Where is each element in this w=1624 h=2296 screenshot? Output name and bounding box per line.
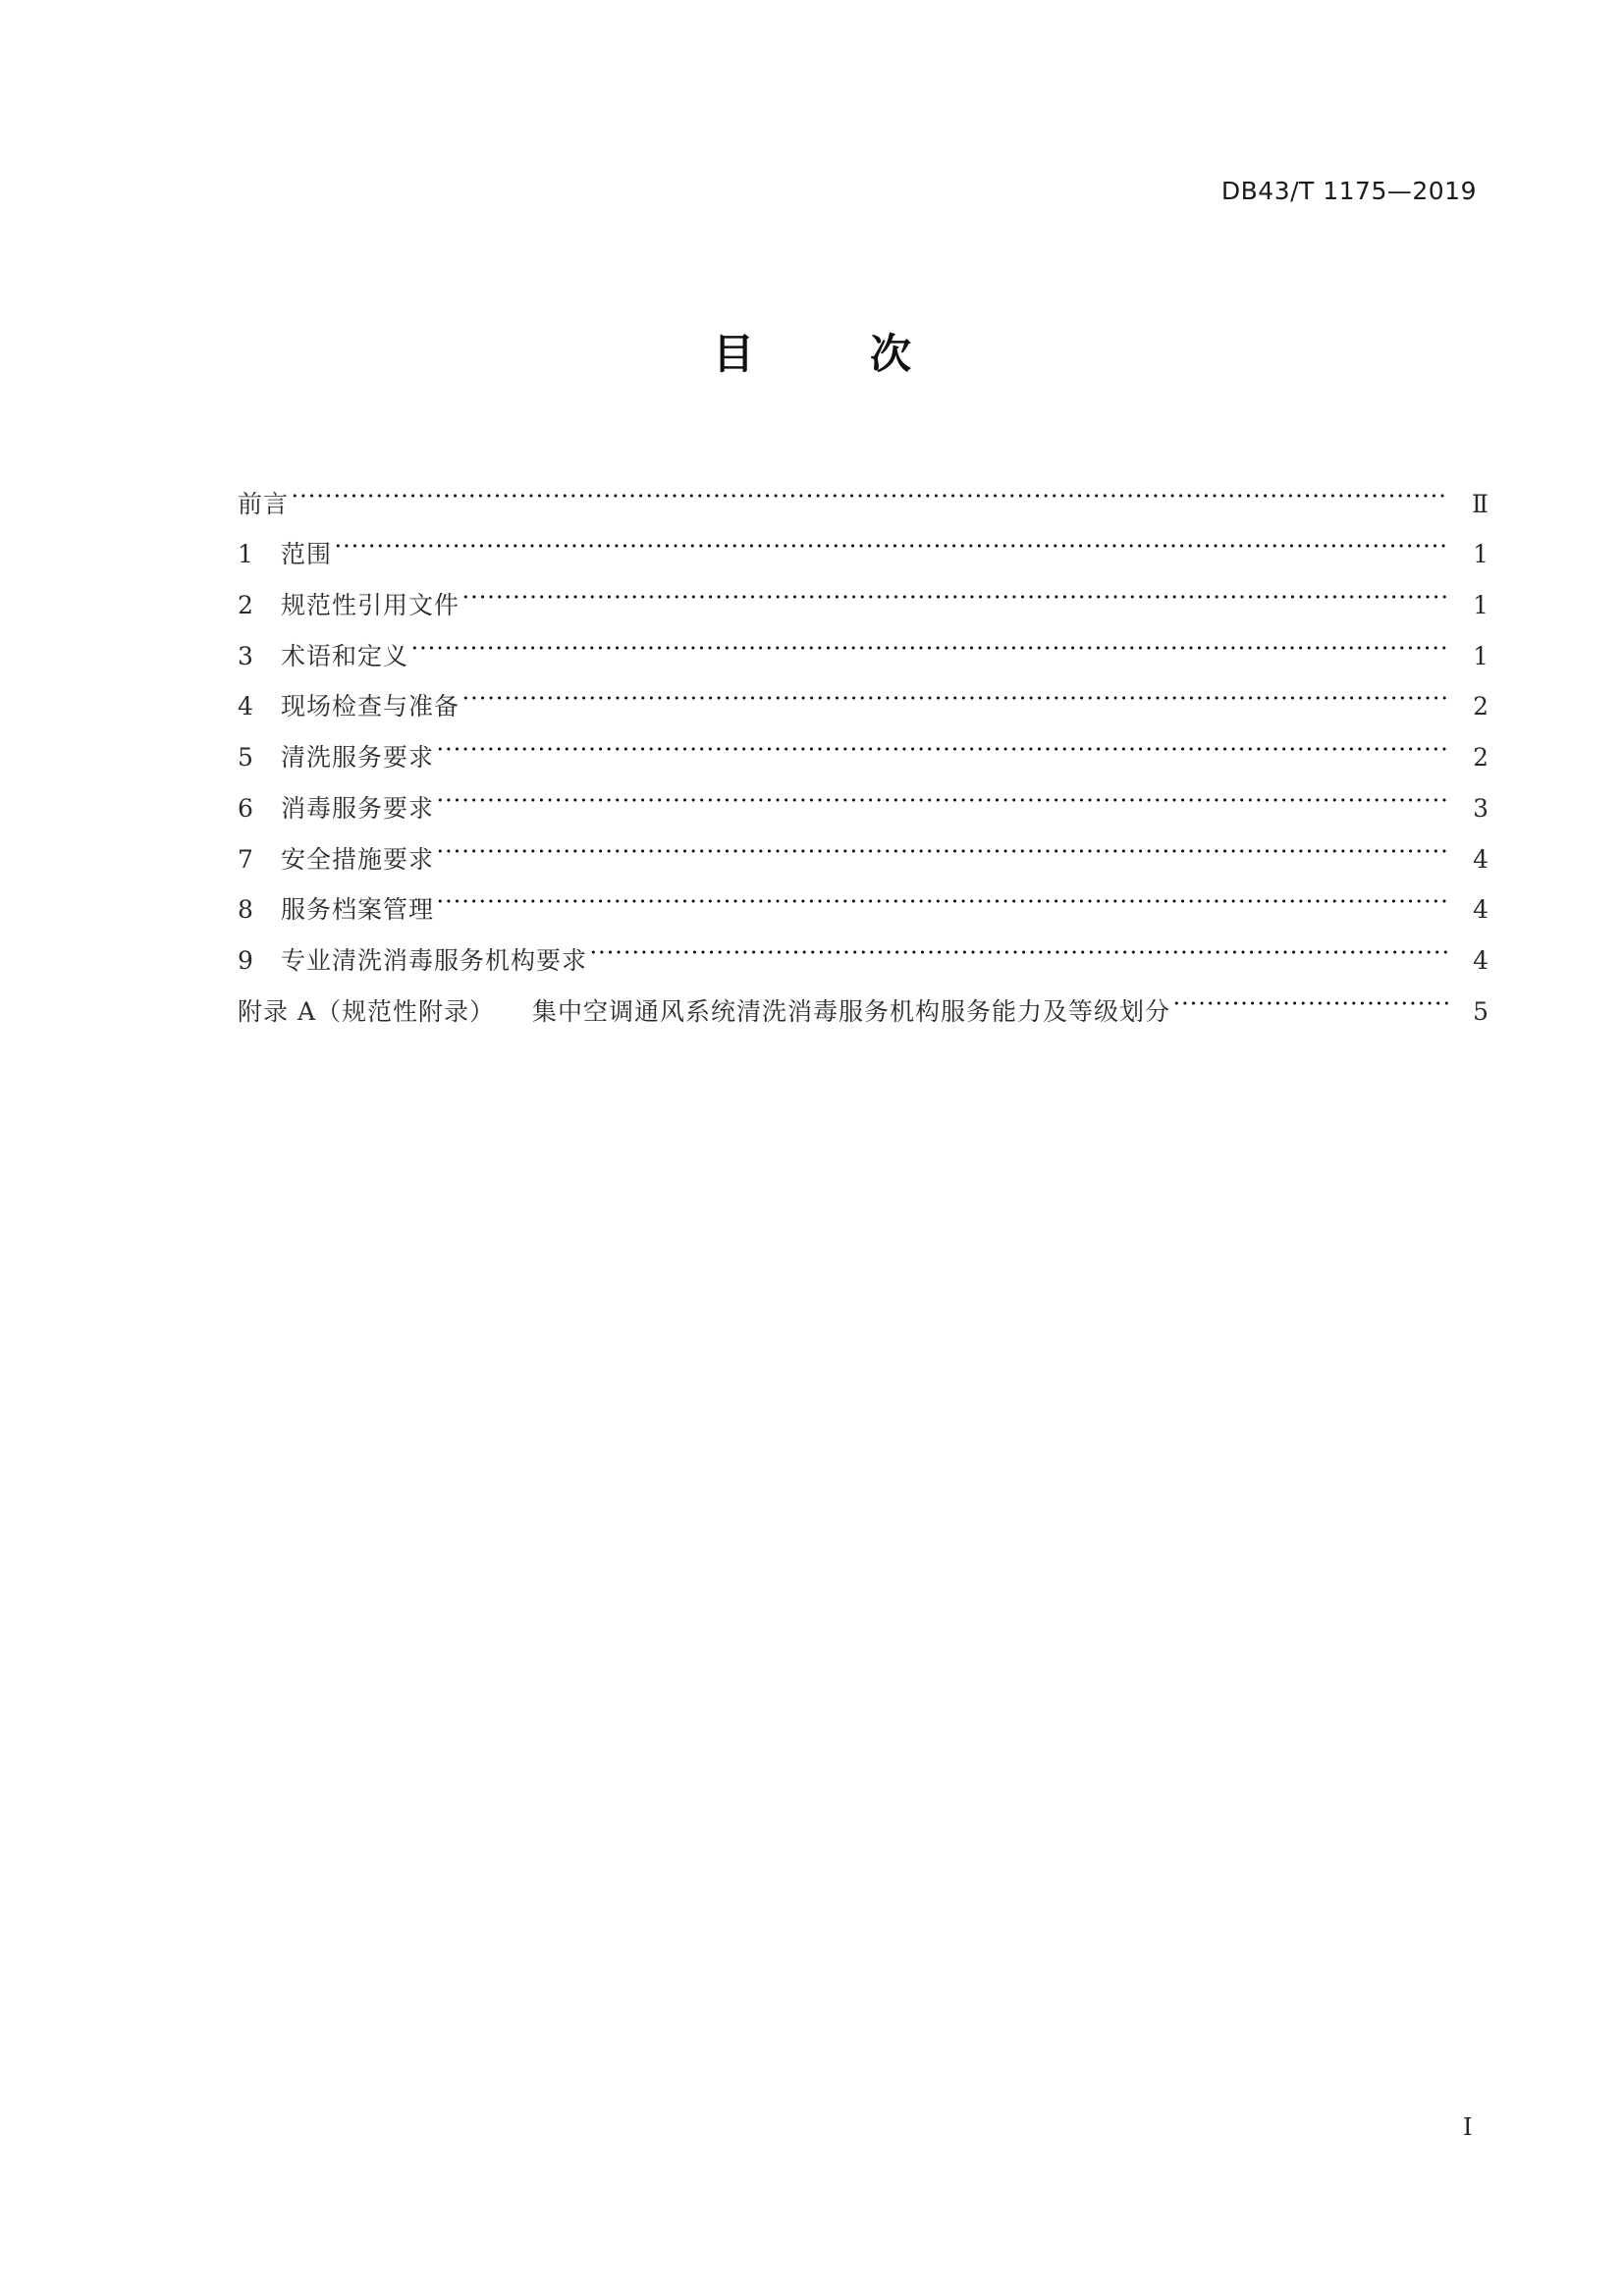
toc-entry-page: 2 bbox=[1473, 692, 1489, 721]
dot-leader bbox=[410, 614, 1449, 665]
toc-entry-number: 9 bbox=[238, 945, 253, 975]
toc-entry-page: 4 bbox=[1473, 895, 1489, 925]
toc-entry-2[interactable] bbox=[238, 562, 1489, 620]
toc-entry-label: 清洗服务要求 bbox=[281, 743, 435, 773]
toc-entry-label: 服务档案管理 bbox=[281, 895, 435, 925]
dot-leader bbox=[1172, 969, 1449, 1020]
title-char-2: 次 bbox=[870, 330, 912, 378]
toc-entry-number: 6 bbox=[238, 793, 253, 823]
dot-leader bbox=[589, 918, 1449, 969]
toc-entry-label: 专业清洗消毒服务机构要求 bbox=[281, 945, 588, 975]
table-of-contents bbox=[238, 461, 1489, 1026]
toc-entry-label: 规范性引用文件 bbox=[281, 591, 460, 620]
toc-entry-number: 3 bbox=[238, 641, 253, 670]
toc-entry-number: 2 bbox=[238, 591, 253, 620]
dot-leader bbox=[461, 562, 1449, 614]
toc-entry-number: 1 bbox=[238, 540, 253, 569]
appendix-prefix: 附录 A（规范性附录） bbox=[238, 996, 496, 1026]
toc-entry-page: 3 bbox=[1473, 793, 1489, 823]
page-title bbox=[0, 322, 1624, 381]
toc-entry-label: 现场检查与准备 bbox=[281, 692, 460, 721]
dot-leader bbox=[436, 868, 1449, 919]
toc-entry-number: 8 bbox=[238, 895, 253, 925]
toc-entry-page: 1 bbox=[1473, 540, 1489, 569]
toc-entry-label: 前言 bbox=[238, 489, 290, 518]
toc-entry-page: 1 bbox=[1473, 591, 1489, 620]
dot-leader bbox=[436, 715, 1449, 766]
toc-entry-foreword[interactable] bbox=[238, 461, 1489, 518]
toc-entry-label: 安全措施要求 bbox=[281, 844, 435, 874]
standard-code: DB43/T 1175—2019 bbox=[1220, 177, 1477, 205]
dot-leader bbox=[436, 817, 1449, 868]
toc-entry-page: 4 bbox=[1473, 945, 1489, 975]
appendix-title: 集中空调通风系统清洗消毒服务机构服务能力及等级划分 bbox=[532, 996, 1171, 1026]
toc-entry-number: 7 bbox=[238, 844, 253, 874]
toc-entry-page: 1 bbox=[1473, 641, 1489, 670]
dot-leader bbox=[291, 461, 1449, 512]
toc-entry-label bbox=[238, 987, 1170, 1038]
toc-entry-label: 术语和定义 bbox=[281, 641, 409, 670]
dot-leader bbox=[436, 766, 1449, 817]
toc-entry-4[interactable] bbox=[238, 665, 1489, 721]
page-number: Ⅰ bbox=[1463, 2113, 1473, 2141]
toc-entry-number: 4 bbox=[238, 692, 253, 721]
toc-entry-label: 消毒服务要求 bbox=[281, 793, 435, 823]
toc-entry-page: 4 bbox=[1473, 844, 1489, 874]
title-char-1: 目 bbox=[712, 330, 754, 378]
dot-leader bbox=[461, 665, 1449, 716]
dot-leader bbox=[334, 512, 1449, 563]
toc-entry-page: 2 bbox=[1473, 743, 1489, 773]
toc-entry-page: Ⅱ bbox=[1472, 489, 1489, 518]
toc-entry-3[interactable] bbox=[238, 614, 1489, 670]
toc-entry-label: 范围 bbox=[281, 540, 333, 569]
toc-entry-number: 5 bbox=[238, 743, 253, 773]
toc-entry-1[interactable] bbox=[238, 512, 1489, 569]
toc-entry-page: 5 bbox=[1473, 996, 1489, 1026]
